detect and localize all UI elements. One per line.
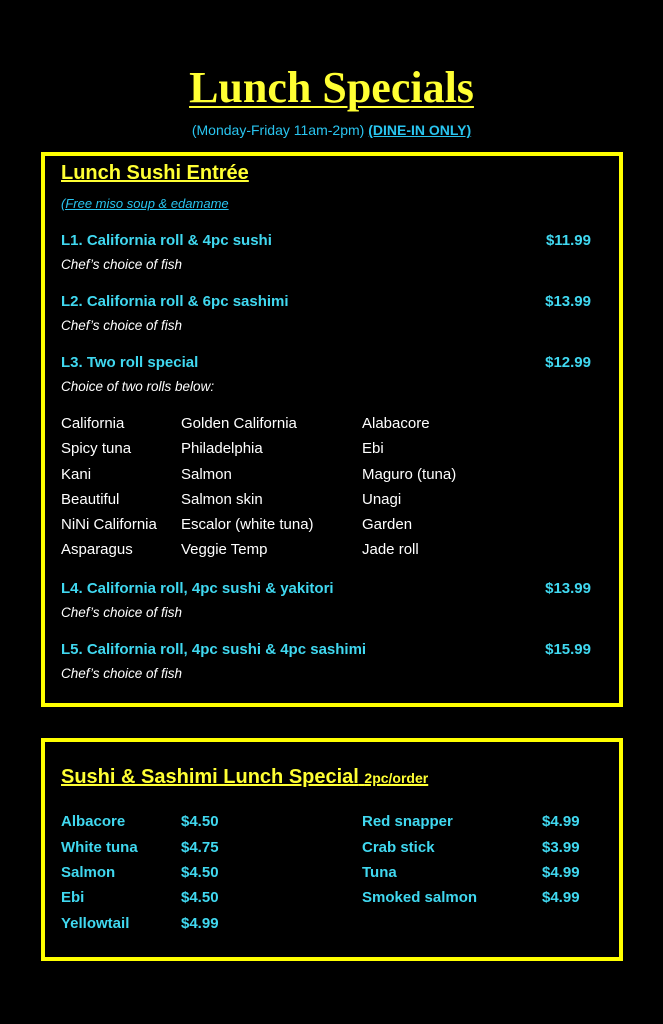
menu-item-name: L2. California roll & 6pc sashimi — [61, 293, 289, 310]
hours-line — [0, 122, 663, 138]
sushi-entree-section — [41, 152, 623, 707]
roll-option: Maguro (tuna) — [362, 466, 457, 483]
roll-option: Salmon skin — [181, 491, 263, 508]
sushi-item-name: Yellowtail — [61, 915, 130, 932]
menu-item-name: L5. California roll, 4pc sushi & 4pc sashimi — [61, 641, 367, 658]
menu-item-price: $12.99 — [545, 354, 591, 371]
roll-option: Kani — [61, 466, 92, 483]
roll-option: Golden California — [181, 415, 297, 432]
sushi-item-name: Smoked salmon — [362, 889, 478, 906]
roll-option: Spicy tuna — [61, 440, 132, 457]
sushi-item-name: Ebi — [61, 889, 85, 906]
menu-item-price: $13.99 — [545, 293, 591, 310]
sushi-sashimi-section — [41, 738, 623, 961]
roll-option: Veggie Temp — [181, 541, 268, 558]
sushi-item-name: Salmon — [61, 864, 116, 881]
sushi-item-name: Red snapper — [362, 813, 453, 830]
roll-option: Unagi — [362, 491, 402, 508]
menu-item-sub: Chef’s choice of fish — [61, 257, 183, 272]
menu-item-sub: Chef’s choice of fish — [61, 666, 183, 681]
menu-item-price: $15.99 — [545, 641, 591, 658]
sushi-item-price: $4.75 — [181, 839, 219, 856]
roll-option: Jade roll — [362, 541, 419, 558]
menu-item-name: L3. Two roll special — [61, 354, 199, 371]
sushi-item-price: $4.99 — [181, 915, 219, 932]
roll-option: Philadelphia — [181, 440, 263, 457]
menu-item-sub: Choice of two rolls below: — [61, 379, 215, 394]
sushi-item-price: $4.50 — [181, 864, 219, 881]
sushi-item-name: Tuna — [362, 864, 397, 881]
roll-option: Alabacore — [362, 415, 430, 432]
sushi-item-name: Crab stick — [362, 839, 435, 856]
roll-option: Escalor (white tuna) — [181, 516, 314, 533]
menu-item-price: $13.99 — [545, 580, 591, 597]
menu-item-name: L4. California roll, 4pc sushi & yakitori — [61, 580, 334, 597]
sushi-item-price: $4.50 — [181, 889, 219, 906]
roll-option: Garden — [362, 516, 413, 533]
roll-option: Beautiful — [61, 491, 120, 508]
menu-item-price: $11.99 — [545, 232, 591, 249]
roll-option: Ebi — [362, 440, 384, 457]
roll-option: Asparagus — [61, 541, 133, 558]
section-title-text: Sushi & Sashimi Lunch Special — [61, 766, 359, 788]
roll-option: NiNi California — [61, 516, 157, 533]
section-title — [61, 766, 428, 789]
sushi-item-name: Albacore — [61, 813, 126, 830]
sushi-item-price: $4.50 — [181, 813, 219, 830]
sushi-item-price: $4.99 — [542, 864, 580, 881]
roll-option: Salmon — [181, 466, 232, 483]
sushi-item-price: $3.99 — [542, 839, 580, 856]
sushi-item-name: White tuna — [61, 839, 138, 856]
menu-item-sub: Chef’s choice of fish — [61, 605, 183, 620]
menu-item-name: L1. California roll & 4pc sushi — [61, 232, 272, 249]
hours-text: (Monday-Friday 11am-2pm) — [191, 122, 365, 138]
page-title: Lunch Specials — [189, 63, 474, 112]
section-title: Lunch Sushi Entrée — [61, 162, 249, 184]
sushi-item-price: $4.99 — [542, 889, 580, 906]
section-unit: 2pc/order — [364, 770, 429, 786]
roll-option: California — [61, 415, 125, 432]
section-note: (Free miso soup & edamame — [61, 196, 229, 211]
sushi-item-price: $4.99 — [542, 813, 580, 830]
dine-in-note: (DINE-IN ONLY) — [368, 122, 472, 138]
menu-item-sub: Chef’s choice of fish — [61, 318, 183, 333]
